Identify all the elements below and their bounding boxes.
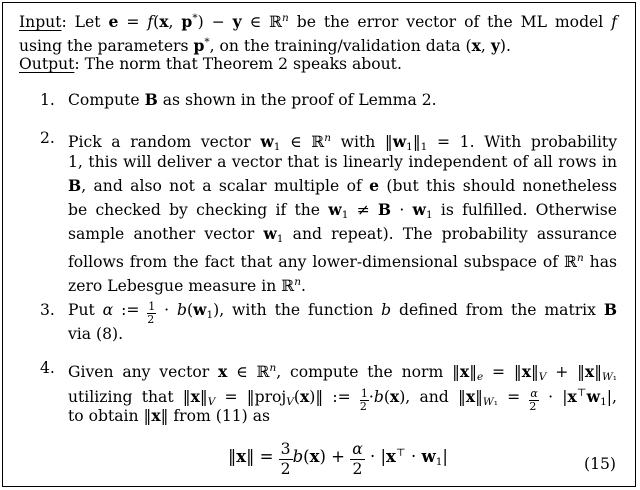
step-4-line-3: to obtain ‖x‖ from (11) as	[68, 406, 271, 425]
step-1-text-b: as shown in the proof of Lemma 2.	[157, 91, 437, 109]
input-line-1: Input: Let e = f(x, p*) − y ∈ ℝ$^n$ be the error vector of the ML model f	[19, 12, 617, 31]
step-4-line-1: Given any vector x ∈ ℝ$^n$, compute the norm $‖x‖_e$ = $‖x‖_V$ + $‖x‖_{W_1}$	[68, 362, 617, 383]
step-4-line-2: utilizing that $‖x‖_V$ = ‖proj$_V$(x)‖ := $\frac{1}{2}$ ·b(x), and $‖x‖_{W_1}$ = $\frac{\alpha}{2}$ · $|x^⊤w_1|$,	[68, 387, 618, 413]
step-3-line-1: Put α := $\frac{1}{2}$ · $b(w_1)$, with the function b defined from the matrix B	[68, 300, 618, 326]
equation-15: ‖x‖ = $\frac{3}{2}$ b(x) + $\frac{\alpha}{2}$ · $|x^⊤ \cdot w_1|$	[228, 440, 448, 478]
step-4-number: 4.	[40, 359, 55, 377]
input-label: Input	[19, 13, 62, 31]
step-2-line-1: Pick a random vector $w_1$ ∈ ℝ$^n$ with $‖w_1‖_1 = 1$. With probability	[68, 132, 618, 153]
step-1-number: 1.	[40, 91, 55, 109]
step-3-line-2: via (8).	[68, 325, 124, 343]
input-line-2: using the parameters p*, on the training/validation data (x, y).	[19, 36, 511, 55]
step-1-text-a: Compute	[68, 91, 145, 109]
step-2-line-6: follows from the fact that any lower-dimensional subspace of ℝ$^n$ has	[68, 252, 617, 271]
step-2-line-3: B, and also not a scalar multiple of e (but this should nonetheless	[68, 176, 617, 195]
step-2-line-7: zero Lebesgue measure in ℝ$^n$.	[68, 276, 306, 295]
step-2-line-2: 1, this will deliver a vector that is linearly independent of all rows in	[68, 153, 617, 171]
output-text: : The norm that Theorem 2 speaks about.	[74, 55, 402, 73]
output-line	[19, 52, 402, 76]
step-2-line-4: be checked by checking if the $w_1 \ne B \cdot w_1$ is fulfilled. Otherwise	[68, 200, 618, 221]
output-label: Output	[19, 55, 75, 73]
step-3-number: 3.	[40, 301, 55, 319]
equation-number: (15)	[584, 455, 617, 473]
step-2-number: 2.	[40, 129, 55, 147]
step-2-line-5: sample another vector $w_1$ and repeat). The probability assurance	[68, 224, 617, 245]
step-1-text: Compute B as shown in the proof of Lemma 2.	[68, 90, 437, 109]
